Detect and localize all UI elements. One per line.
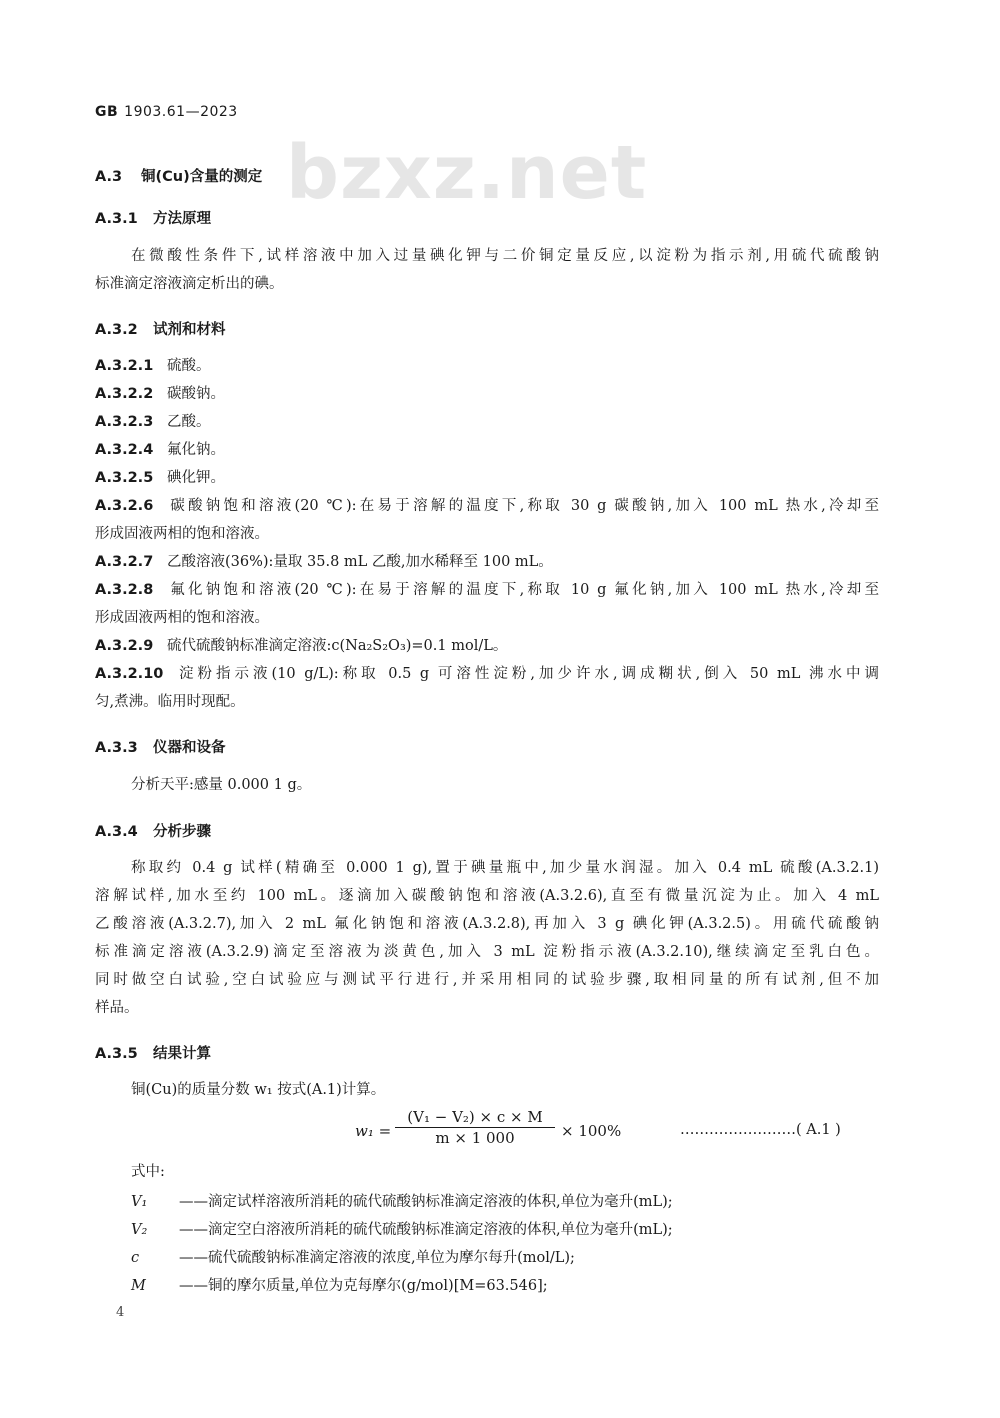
paragraph-line: 标准滴定溶液滴定析出的碘。 [95,276,284,292]
definition-symbol: V₂ [131,1222,148,1238]
reagent-text: 碳酸钠饱和溶液(20 ℃):在易于溶解的温度下,称取 30 g 碳酸钠,加入 100 mL 热水,冷却至 [167,498,879,514]
reagent-number: A.3.2.5 [95,470,154,486]
reagent-number: A.3.2.6 [95,498,154,514]
reagent-item [95,632,879,660]
formula-fraction [395,1108,555,1147]
formula-lhs: w₁ = [355,1122,392,1140]
standard-number: 1903.61—2023 [124,104,238,120]
reagent-number: A.3.2.10 [95,666,164,682]
formula-numerator: (V₁ − V₂) × c × M [395,1108,555,1128]
definition-text: ——滴定试样溶液所消耗的硫代硫酸钠标准滴定溶液的体积,单位为毫升(mL); [179,1194,673,1210]
reagent-item [95,660,879,688]
definition-text: ——滴定空白溶液所消耗的硫代硫酸钠标准滴定溶液的体积,单位为毫升(mL); [179,1222,673,1238]
paragraph-line: 同时做空白试验,空白试验应与测试平行进行,并采用相同的试验步骤,取相同量的所有试剂,但不加 [95,972,879,988]
section-heading-a34 [95,820,211,841]
section-number: A.3.2 [95,322,138,338]
watermark-text: bzxz.net [286,130,648,216]
reagent-text: 碳酸钠。 [167,386,225,402]
definition-symbol: V₁ [131,1194,148,1210]
section-title: 分析步骤 [153,824,211,840]
equation-label: ……………………( A.1 ) [680,1122,841,1138]
formula-denominator: m × 1 000 [435,1129,515,1147]
section-number: A.3.4 [95,824,138,840]
where-label: 式中: [131,1164,165,1180]
paragraph-line: 称取约 0.4 g 试样(精确至 0.000 1 g),置于碘量瓶中,加少量水润湿。加入 0.4 mL 硫酸(A.3.2.1) [131,860,879,876]
section-number: A.3 [95,169,123,185]
reagent-list [95,352,879,716]
paragraph-line: 铜(Cu)的质量分数 w₁ 按式(A.1)计算。 [131,1082,386,1098]
section-heading-a32 [95,318,226,339]
definition-text: ——铜的摩尔质量,单位为克每摩尔(g/mol)[M=63.546]; [179,1278,548,1294]
reagent-text: 氟化钠饱和溶液(20 ℃):在易于溶解的温度下,称取 10 g 氟化钠,加入 100 mL 热水,冷却至 [167,582,879,598]
section-heading-a3 [95,165,262,186]
reagent-number: A.3.2.2 [95,386,154,402]
paragraph-line: 溶解试样,加水至约 100 mL。逐滴加入碳酸钠饱和溶液(A.3.2.6),直至有微量沉淀为止。加入 4 mL [95,888,879,904]
paragraph-line: 样品。 [95,1000,139,1016]
reagent-text: 硫代硫酸钠标准滴定溶液:c(Na₂S₂O₃)=0.1 mol/L。 [167,638,508,654]
definition-v2 [131,1218,673,1239]
paragraph-line: 分析天平:感量 0.000 1 g。 [131,777,312,793]
section-title: 试剂和材料 [153,322,226,338]
reagent-number: A.3.2.7 [95,554,154,570]
section-number: A.3.1 [95,211,138,227]
definition-text: ——硫代硫酸钠标准滴定溶液的浓度,单位为摩尔每升(mol/L); [179,1250,575,1266]
calculation-intro [131,1076,879,1104]
formula-rhs: × 100% [561,1122,622,1140]
method-principle-paragraph [95,242,879,298]
reagent-item [95,576,879,604]
definition-v1 [131,1190,673,1211]
reagent-number: A.3.2.8 [95,582,154,598]
page-number: 4 [116,1305,125,1320]
reagent-continuation: 形成固液两相的饱和溶液。 [95,526,269,542]
paragraph-line: 乙酸溶液(A.3.2.7),加入 2 mL 氟化钠饱和溶液(A.3.2.8),再加入 3 g 碘化钾(A.3.2.5)。用硫代硫酸钠 [95,916,879,932]
paragraph-line: 标准滴定溶液(A.3.2.9)滴定至溶液为淡黄色,加入 3 mL 淀粉指示液(A.3.2.10),继续滴定至乳白色。 [95,944,879,960]
definition-m [131,1274,548,1295]
section-title: 结果计算 [153,1046,211,1062]
reagent-item [95,380,879,408]
reagent-number: A.3.2.3 [95,414,154,430]
reagent-item [95,492,879,520]
standard-code [95,104,238,120]
equipment-paragraph [131,771,879,799]
reagent-item [95,408,879,436]
reagent-number: A.3.2.1 [95,358,154,374]
reagent-continuation: 匀,煮沸。临用时现配。 [95,694,245,710]
definition-symbol: M [131,1278,146,1294]
section-title: 铜(Cu)含量的测定 [141,169,263,185]
definition-symbol: c [131,1250,140,1266]
reagent-item [95,352,879,380]
section-title: 仪器和设备 [153,740,226,756]
section-heading-a33 [95,736,226,757]
reagent-text: 氟化钠。 [167,442,225,458]
reagent-number: A.3.2.4 [95,442,154,458]
standard-prefix: GB [95,104,119,120]
reagent-item [95,464,879,492]
reagent-item [95,436,879,464]
reagent-text: 碘化钾。 [167,470,225,486]
section-number: A.3.3 [95,740,138,756]
section-heading-a35 [95,1042,211,1063]
paragraph-line: 在微酸性条件下,试样溶液中加入过量碘化钾与二价铜定量反应,以淀粉为指示剂,用硫代硫酸钠 [131,248,879,264]
section-title: 方法原理 [153,211,211,227]
section-heading-a31 [95,207,211,228]
procedure-paragraph [95,854,879,1022]
reagent-number: A.3.2.9 [95,638,154,654]
reagent-text: 乙酸溶液(36%):量取 35.8 mL 乙酸,加水稀释至 100 mL。 [167,554,553,570]
reagent-text: 硫酸。 [167,358,211,374]
reagent-item [95,548,879,576]
reagent-continuation: 形成固液两相的饱和溶液。 [95,610,269,626]
reagent-text: 淀粉指示液(10 g/L):称取 0.5 g 可溶性淀粉,加少许水,调成糊状,倒入 50 mL 沸水中调 [175,666,879,682]
reagent-text: 乙酸。 [167,414,211,430]
definition-c [131,1246,575,1267]
section-number: A.3.5 [95,1046,138,1062]
